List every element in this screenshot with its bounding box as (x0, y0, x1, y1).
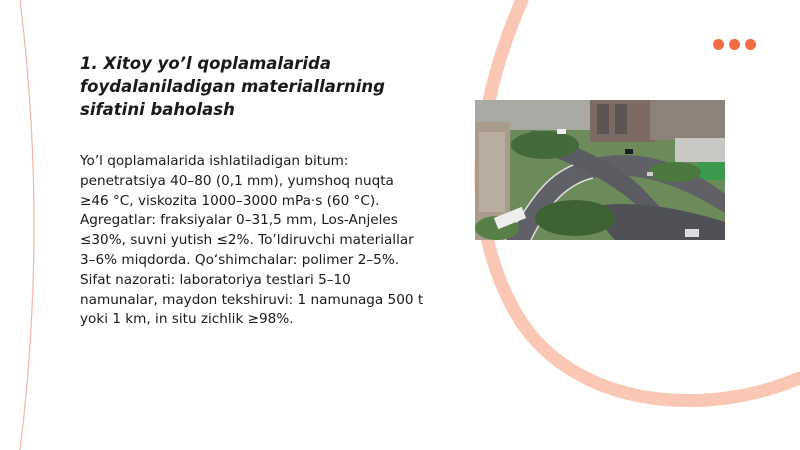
left-edge-arc (20, 0, 34, 450)
dot-icon (745, 39, 756, 50)
menu-dots (713, 39, 756, 50)
dot-icon (729, 39, 740, 50)
slide-body-text: Yo’l qoplamalarida ishlatiladigan bitum: penetratsiya 40–80 (0,1 mm), yumshoq nuqta ≥46 °C, viskozita 1000–3000 mPa·s (60 °C). Agregatlar: fraksiyalar 0–31,5 mm, Los-Anjeles ≤30%, suvni yutish ≤2%. To’ldiruvchi materiallar 3–6% miqdorda. Qo‘shimchalar: polimer 2–5%. Sifat nazorati: laboratoriya testlari 5–10 namunalar, maydon tekshiruvi: 1 namunaga 500 t yoki 1 km, in situ zichlik ≥98%. (80, 153, 424, 328)
slide-title: 1. Xitoy yo’l qoplamalarida foydalaniladigan materiallarning sifatini baholash (80, 54, 385, 119)
dot-icon (713, 39, 724, 50)
highway-interchange-image (475, 100, 725, 240)
